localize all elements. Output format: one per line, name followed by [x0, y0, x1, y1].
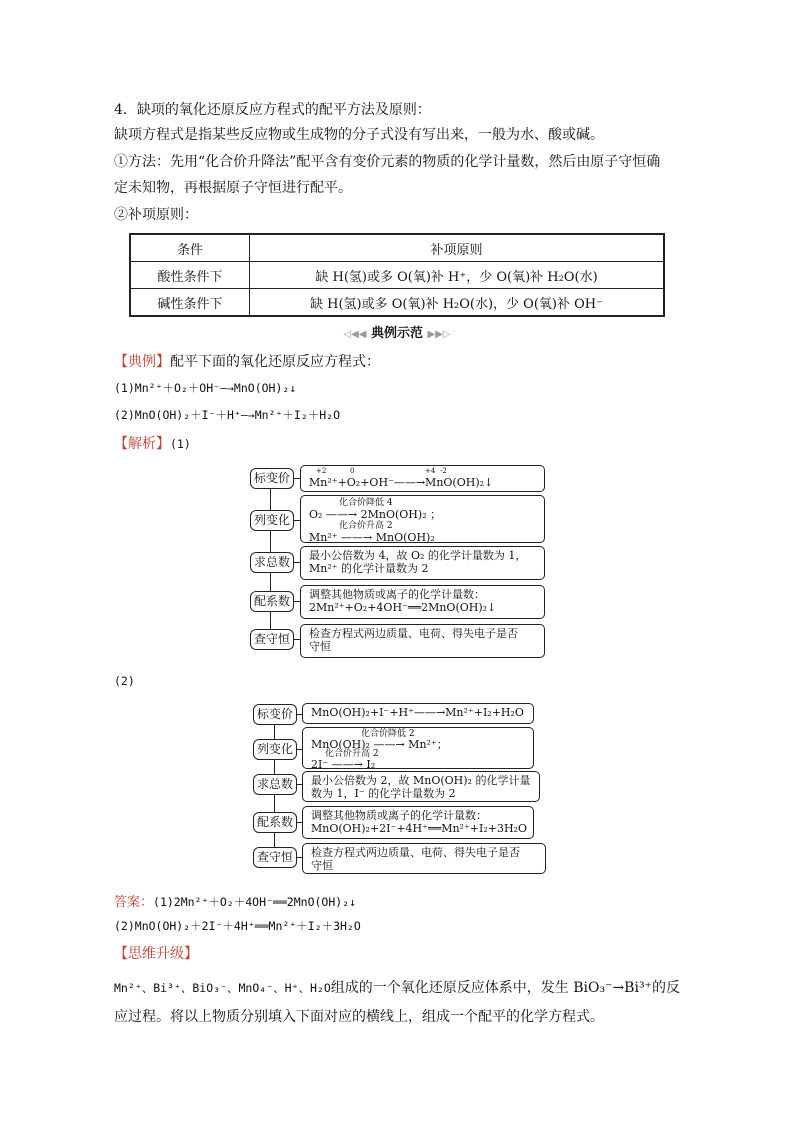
table-header-cell: 补项原则	[250, 234, 665, 262]
analysis-part2: (2)	[114, 674, 135, 688]
upgrade-text-1: 组成的一个氧化还原反应体系中，发生 BiO₃⁻→Bi³⁺的反	[330, 980, 680, 996]
change-label: 化合价升高 2	[325, 749, 379, 759]
table-row	[130, 262, 664, 289]
flow-box-change	[300, 495, 545, 543]
step-label: 标变价	[253, 704, 297, 725]
answer-1: (1)2Mn²⁺＋O₂＋4OH⁻══2MnO(OH)₂↓	[153, 895, 357, 909]
rule-title: ②补项原则：	[114, 207, 198, 223]
table-header-row	[130, 234, 664, 262]
change-label: 化合价降低 4	[339, 498, 393, 508]
answer-line-1	[114, 891, 356, 910]
flow-equation: MnO(OH)₂+I⁻+H⁺——→Mn²⁺+I₂+H₂O	[311, 706, 524, 719]
answer-2: (2)MnO(OH)₂＋2I⁻＋4H⁺══Mn²⁺＋I₂＋3H₂O	[114, 919, 361, 933]
analysis-part1: (1)	[170, 437, 191, 451]
coef-line: 调整其他物质或离子的化学计量数：	[311, 809, 487, 822]
flow-box-mark	[302, 703, 534, 724]
table-row	[130, 289, 664, 317]
analysis-line	[114, 433, 191, 453]
change-label: 化合价降低 2	[361, 729, 415, 739]
table-cell: 酸性条件下	[130, 262, 250, 289]
section-heading: 4．缺项的氧化还原反应方程式的配平方法及原则：	[114, 102, 431, 118]
answer-tag: 答案：	[114, 895, 154, 910]
example-banner	[332, 322, 462, 341]
example-prompt: 配平下面的氧化还原反应方程式：	[170, 354, 380, 370]
table-cell: 缺 H(氢)或多 O(氧)补 H₂O(水)，少 O(氧)补 OH⁻	[250, 289, 665, 317]
step-label: 配系数	[250, 591, 294, 612]
flow-box-change	[302, 727, 534, 769]
total-line: 最小公倍数为 4，故 O₂ 的化学计量数为 1，	[309, 549, 527, 562]
total-line: 数为 1，I⁻ 的化学计量数为 2	[311, 787, 456, 800]
step-label: 配系数	[253, 812, 297, 833]
flow-box-total	[300, 546, 545, 580]
flow-box-check	[302, 843, 546, 874]
coef-line: MnO(OH)₂+2I⁻+4H⁺══Mn²⁺+I₂+3H₂O	[311, 822, 527, 835]
rules-table	[129, 233, 665, 317]
species-list: Mn²⁺、Bi³⁺、BiO₃⁻、MnO₄⁻、H⁺、H₂O	[114, 981, 331, 995]
step-label: 查守恒	[250, 629, 294, 650]
upgrade-text-2: 应过程。将以上物质分别填入下面对应的横线上，组成一个配平的化学方程式。	[114, 1009, 604, 1025]
total-line: 最小公倍数为 2，故 MnO(OH)₂ 的化学计量	[311, 774, 531, 787]
check-line: 守恒	[311, 859, 333, 872]
banner-deco-right: ▶▶▷	[427, 329, 451, 340]
upgrade-line-1	[114, 977, 680, 997]
ox-state: +2	[316, 467, 327, 475]
change-line: MnO(OH)₂ ——→ Mn²⁺；	[311, 738, 448, 751]
ox-state: +4	[425, 467, 436, 475]
coef-line: 2Mn²⁺+O₂+4OH⁻══2MnO(OH)₂↓	[309, 601, 497, 614]
flow-box-total	[302, 771, 540, 802]
example-eq2: (2)MnO(OH)₂＋I⁻＋H⁺—→Mn²⁺＋I₂＋H₂O	[114, 408, 341, 422]
table-header-cell: 条件	[130, 234, 250, 262]
change-label: 化合价升高 2	[339, 521, 393, 531]
flow-box-mark	[300, 465, 545, 492]
check-line: 检查方程式两边质量、电荷、得失电子是否	[311, 846, 520, 859]
total-line: Mn²⁺ 的化学计量数为 2	[309, 562, 429, 575]
analysis-tag: 【解析】	[114, 436, 170, 452]
banner-deco-left: ◁◀◀	[343, 329, 367, 340]
table-cell: 碱性条件下	[130, 289, 250, 317]
example-line	[114, 351, 380, 371]
step-label: 标变价	[250, 468, 294, 489]
table-cell: 缺 H(氢)或多 O(氧)补 H⁺，少 O(氧)补 H₂O(水)	[250, 262, 665, 289]
coef-line: 调整其他物质或离子的化学计量数：	[309, 588, 485, 601]
check-line: 检查方程式两边质量、电荷、得失电子是否	[309, 627, 518, 640]
ox-state: -2	[440, 467, 447, 475]
step-label: 列变化	[250, 510, 294, 531]
change-line: O₂ ——→ 2MnO(OH)₂ ；	[309, 508, 442, 521]
flow-box-coefficients	[302, 806, 534, 839]
method-line-2: 定未知物，再根据原子守恒进行配平。	[114, 180, 352, 196]
flow-equation: Mn²⁺+O₂+OH⁻——→MnO(OH)₂↓	[309, 476, 494, 489]
step-label: 列变化	[253, 739, 297, 760]
method-line-1: ①方法：先用“化合价升降法”配平含有变价元素的物质的化学计量数，然后由原子守恒确	[114, 154, 661, 170]
example-tag: 【典例】	[114, 354, 170, 370]
ox-state: 0	[350, 467, 355, 475]
change-line: Mn²⁺ ——→ MnO(OH)₂	[309, 531, 435, 543]
intro-line: 缺项方程式是指某些反应物或生成物的分子式没有写出来，一般为水、酸或碱。	[114, 127, 604, 143]
banner-title: 典例示范	[370, 326, 423, 341]
change-line: 2I⁻ ——→ I₂	[311, 758, 376, 769]
check-line: 守恒	[309, 640, 331, 653]
step-label: 查守恒	[253, 847, 297, 868]
step-label: 求总数	[250, 552, 294, 573]
example-eq1: (1)Mn²⁺＋O₂＋OH⁻—→MnO(OH)₂↓	[114, 381, 297, 395]
flow-box-coefficients	[300, 585, 545, 619]
flow-box-check	[300, 624, 545, 658]
upgrade-tag: 【思维升级】	[114, 946, 198, 962]
step-label: 求总数	[253, 774, 297, 795]
